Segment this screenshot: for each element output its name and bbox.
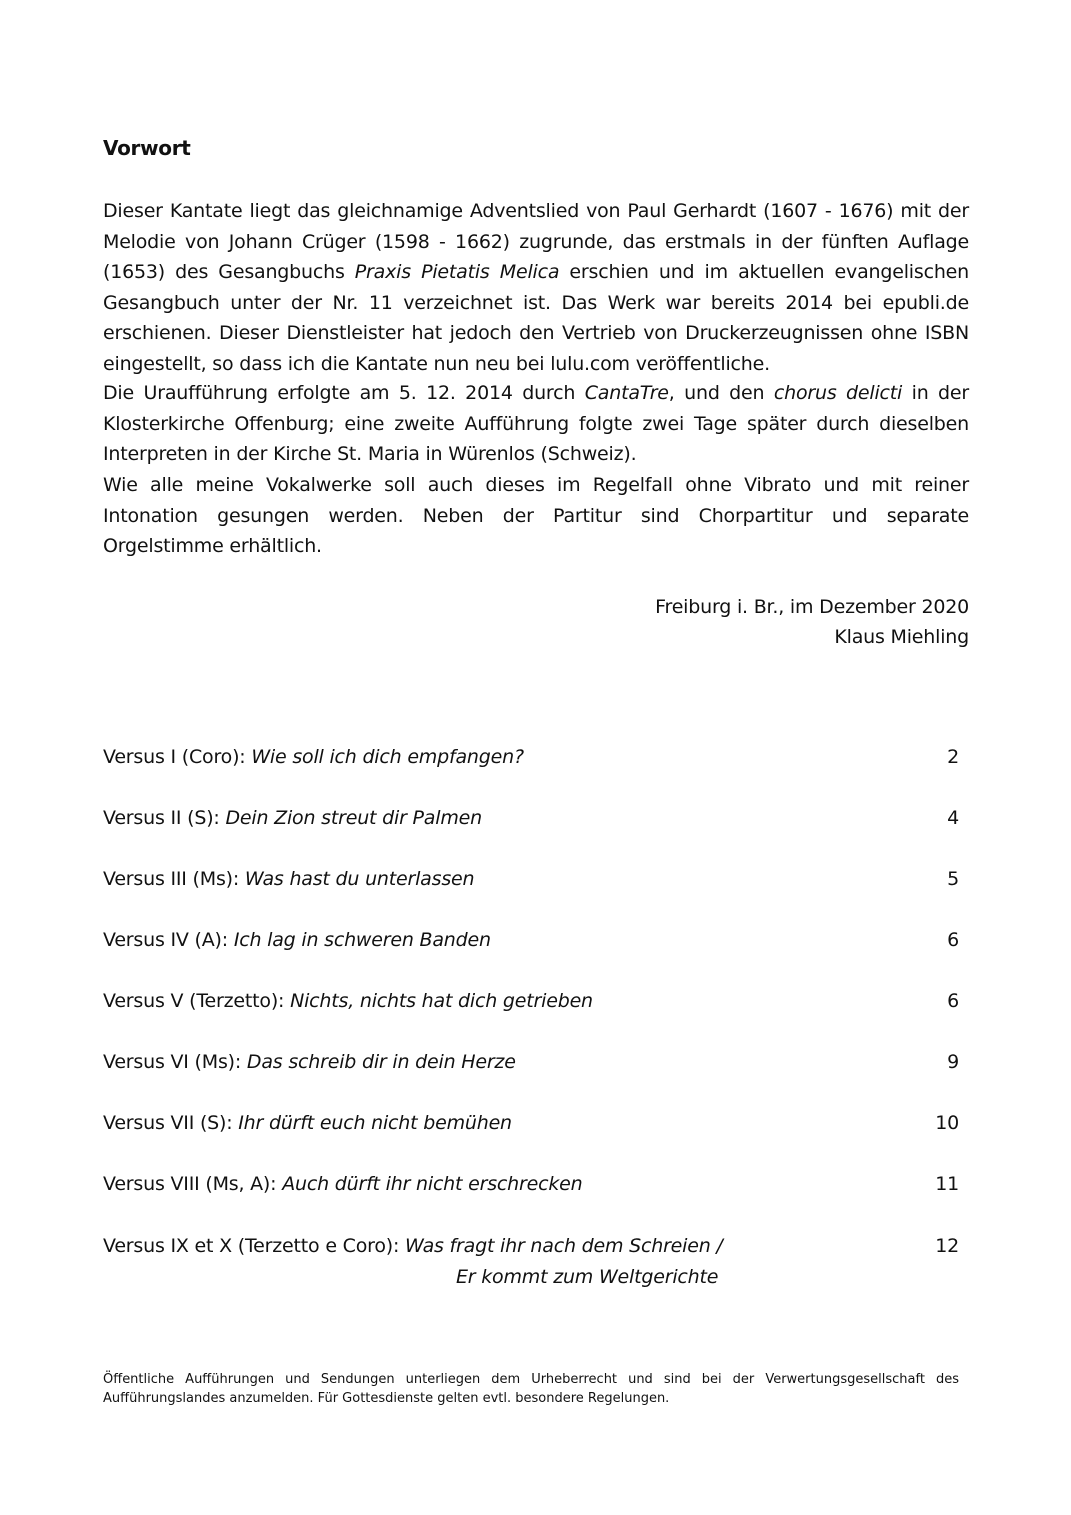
toc-page-number: 9 — [947, 1051, 959, 1073]
toc-page-number: 6 — [947, 929, 959, 951]
toc-entry-label: Versus VII (S): Ihr dürft euch nicht bemühen — [103, 1112, 512, 1134]
toc-page-number: 6 — [947, 990, 959, 1012]
preface-paragraph-3: Wie alle meine Vokalwerke soll auch dieses im Regelfall ohne Vibrato und mit reiner Intonation gesungen werden. Neben der Partitur sind Chorpartitur und separate Orgelstimme erhältlich. — [103, 474, 969, 557]
toc-entry-label: Versus VIII (Ms, A): Auch dürft ihr nicht erschrecken — [103, 1173, 583, 1195]
preface-text: Die Uraufführung erfolgte am 5. 12. 2014 durch — [103, 382, 585, 404]
toc-entry — [103, 807, 959, 837]
signature-name: Klaus Miehling — [834, 626, 969, 648]
preface-paragraph-1 — [103, 196, 969, 379]
toc-entry — [103, 868, 959, 898]
toc-entry-title: Nichts, nichts hat dich getrieben — [290, 990, 593, 1012]
preface-paragraph-2 — [103, 378, 969, 470]
ensemble-name: CantaTre — [584, 382, 669, 404]
toc-page-number: 12 — [935, 1235, 959, 1257]
toc-entry — [103, 990, 959, 1020]
toc-entry-title-continuation: Er kommt zum Weltgerichte — [456, 1266, 719, 1288]
ensemble-name: chorus delicti — [773, 382, 903, 404]
toc-entry-label: Versus IV (A): Ich lag in schweren Banden — [103, 929, 491, 951]
page-heading: Vorwort — [103, 136, 191, 160]
toc-entry-title: Was hast du unterlassen — [244, 868, 475, 890]
toc-entry — [103, 1235, 959, 1265]
toc-entry-label: Versus V (Terzetto): Nichts, nichts hat dich getrieben — [103, 990, 593, 1012]
toc-entry-label: Versus II (S): Dein Zion streut dir Palmen — [103, 807, 482, 829]
toc-entry-label: Versus III (Ms): Was hast du unterlassen — [103, 868, 475, 890]
toc-entry — [103, 1051, 959, 1081]
toc-entry-label: Versus VI (Ms): Das schreib dir in dein Herze — [103, 1051, 516, 1073]
toc-entry-title: Dein Zion streut dir Palmen — [225, 807, 482, 829]
toc-entry — [103, 1112, 959, 1142]
preface-text: Dieser Kantate liegt das gleichnamige Adventslied von Paul Gerhardt (1607 - 1676) mit der Melodie von Johann Crüger (1598 - 1662) zugrunde, das erstmals in der fünften Auflage (1653) des Gesangbuchs — [103, 200, 969, 283]
toc-page-number: 11 — [935, 1173, 959, 1195]
toc-page-number: 5 — [947, 868, 959, 890]
toc-page-number: 4 — [947, 807, 959, 829]
toc-entry — [103, 929, 959, 959]
preface-text: erschien und im aktuellen evangelischen Gesangbuch unter der Nr. 11 verzeichnet ist. Das Werk war bereits 2014 bei epubli.de erschienen. Dieser Dienstleister hat jedoch den Vertrieb von Druckerzeugnissen ohne ISBN eingestellt, so dass ich die Kantate nun neu bei lulu.com veröffentliche. — [103, 261, 969, 375]
hymnal-title: Praxis Pietatis Melica — [354, 261, 560, 283]
preface-text: in der Klosterkirche Offenburg; eine zweite Aufführung folgte zwei Tage später durch dieselben Interpreten in der Kirche St. Maria in Würenlos (Schweiz). — [103, 382, 969, 465]
copyright-footnote: Öffentliche Aufführungen und Sendungen unterliegen dem Urheberrecht und sind bei der Verwertungsgesellschaft des Aufführungslandes anzumelden. Für Gottesdienste gelten evtl. besondere Regelungen. — [103, 1372, 959, 1406]
toc-entry-title: Ihr dürft euch nicht bemühen — [238, 1112, 512, 1134]
toc-entry-title: Ich lag in schweren Banden — [233, 929, 491, 951]
preface-text: , und den — [668, 382, 774, 404]
toc-entry-title: Wie soll ich dich empfangen? — [251, 746, 524, 768]
toc-entry — [103, 746, 959, 776]
toc-page-number: 2 — [947, 746, 959, 768]
signature-place-date: Freiburg i. Br., im Dezember 2020 — [655, 596, 969, 618]
toc-entry-title: Auch dürft ihr nicht erschrecken — [282, 1173, 583, 1195]
toc-page-number: 10 — [935, 1112, 959, 1134]
toc-entry-title: Das schreib dir in dein Herze — [246, 1051, 516, 1073]
toc-entry — [103, 1173, 959, 1203]
toc-entry-label: Versus IX et X (Terzetto e Coro): Was fragt ihr nach dem Schreien / — [103, 1235, 723, 1257]
toc-entry-title: Was fragt ihr nach dem Schreien / — [405, 1235, 723, 1257]
toc-entry-label: Versus I (Coro): Wie soll ich dich empfangen? — [103, 746, 524, 768]
